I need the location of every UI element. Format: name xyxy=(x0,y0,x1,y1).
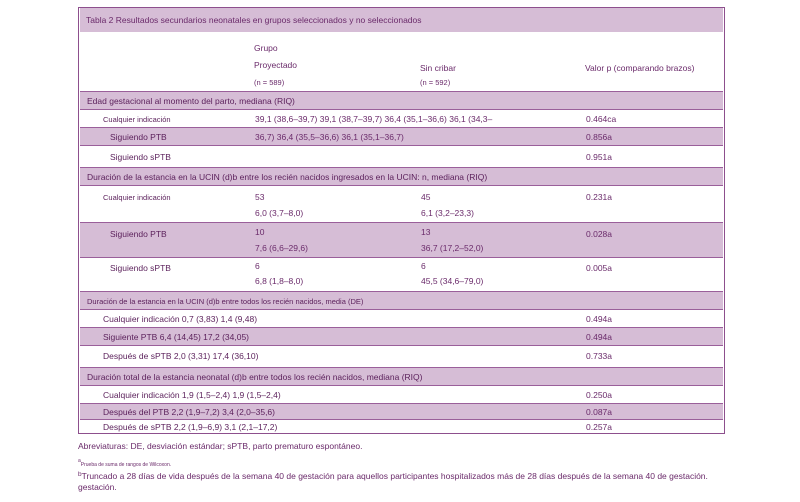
p-value: 0.464ca xyxy=(586,114,617,124)
row-text: Siguiente PTB 6,4 (14,45) 17,2 (34,05) xyxy=(103,332,250,342)
table-row xyxy=(80,222,723,258)
table-row xyxy=(80,185,723,223)
footnote-abbreviations: Abreviaturas: DE, desviación estándar; sPTB, parto prematuro espontáneo. xyxy=(78,441,363,451)
section-title-bar xyxy=(80,167,723,186)
unscreened-median: 36,7 (17,2–52,0) xyxy=(421,243,484,253)
footnote-b-text: Truncado a 28 días de vida después de la semana 40 de gestación para aquellos participantes hospitalizados más de 28 días después de la semana 40 de gestación. xyxy=(81,471,708,481)
unscreened-n: 6 xyxy=(421,261,426,271)
footnote-b-continued: gestación. xyxy=(78,482,117,492)
header-group: Grupo xyxy=(254,43,278,53)
row-text: Cualquier indicación 1,9 (1,5–2,4) 1,9 (1,5–2,4) xyxy=(103,390,281,400)
p-value: 0.231a xyxy=(586,192,612,202)
row-label: Siguiendo PTB xyxy=(110,132,167,142)
table-row xyxy=(80,345,723,368)
row-values: 39,1 (38,6–39,7) 39,1 (38,7–39,7) 36,4 (35,1–36,6) 36,1 (34,3– xyxy=(255,114,493,124)
group-median: 6,8 (1,8–8,0) xyxy=(255,276,304,286)
p-value: 0.951a xyxy=(586,152,612,162)
p-value: 0.494a xyxy=(586,314,612,324)
table-row xyxy=(80,257,723,292)
table-caption: Tabla 2 Resultados secundarios neonatales en grupos seleccionados y no seleccionados xyxy=(86,15,422,25)
table-row xyxy=(80,145,723,168)
table-row xyxy=(80,419,723,434)
section-title-bar xyxy=(80,367,723,386)
footnote-a-mark: a xyxy=(78,458,81,464)
row-label: Cualquier indicación xyxy=(103,193,171,202)
table-row xyxy=(80,127,723,146)
p-value: 0.028a xyxy=(586,229,612,239)
p-value: 0.005a xyxy=(586,263,612,273)
header-group-sub: Proyectado xyxy=(254,60,297,70)
row-text: Después del PTB 2,2 (1,9–7,2) 3,4 (2,0–35,6) xyxy=(103,407,275,417)
p-value: 0.494a xyxy=(586,332,612,342)
section-title: Edad gestacional al momento del parto, mediana (RIQ) xyxy=(87,96,295,106)
footnote-b-mark: b xyxy=(78,471,82,478)
unscreened-median: 45,5 (34,6–79,0) xyxy=(421,276,484,286)
table-row xyxy=(80,309,723,328)
section-title: Duración de la estancia en la UCIN (d)b entre todos los recién nacidos, media (DE) xyxy=(87,297,364,306)
footnote-b xyxy=(78,469,708,482)
p-value: 0.087a xyxy=(586,407,612,417)
group-n: 10 xyxy=(255,227,265,237)
p-value: 0.257a xyxy=(586,422,612,432)
section-title-bar xyxy=(80,291,723,310)
section-title: Duración de la estancia en la UCIN (d)b entre los recién nacidos ingresados en la UCIN: n, mediana (RIQ) xyxy=(87,172,488,182)
row-label: Siguiendo sPTB xyxy=(110,152,171,162)
row-label: Cualquier indicación xyxy=(103,115,171,124)
group-n: 6 xyxy=(255,261,260,271)
unscreened-n: 45 xyxy=(421,192,431,202)
table-caption-bar xyxy=(80,8,723,32)
group-median: 6,0 (3,7–8,0) xyxy=(255,208,304,218)
unscreened-n: 13 xyxy=(421,227,431,237)
table-row xyxy=(80,403,723,420)
p-value: 0.250a xyxy=(586,390,612,400)
results-table xyxy=(78,7,725,434)
table-row xyxy=(80,109,723,128)
table-row xyxy=(80,327,723,346)
header-group-n: (n = 589) xyxy=(254,78,285,87)
p-value: 0.733a xyxy=(586,351,612,361)
row-text: Después de sPTB 2,0 (3,31) 17,4 (36,10) xyxy=(103,351,259,361)
header-unscreened-n: (n = 592) xyxy=(420,78,451,87)
section-title: Duración total de la estancia neonatal (d)b entre todos los recién nacidos, mediana (RIQ) xyxy=(87,372,423,382)
row-label: Siguiendo sPTB xyxy=(110,263,171,273)
unscreened-median: 6,1 (3,2–23,3) xyxy=(421,208,474,218)
group-n: 53 xyxy=(255,192,265,202)
header-unscreened: Sin cribar xyxy=(420,63,456,73)
header-p-value: Valor p (comparando brazos) xyxy=(585,63,695,73)
row-text: Cualquier indicación 0,7 (3,83) 1,4 (9,48) xyxy=(103,314,258,324)
group-median: 7,6 (6,6–29,6) xyxy=(255,243,308,253)
row-values: 36,7) 36,4 (35,5–36,6) 36,1 (35,1–36,7) xyxy=(255,132,404,142)
row-label: Siguiendo PTB xyxy=(110,229,167,239)
section-title-bar xyxy=(80,91,723,110)
p-value: 0.856a xyxy=(586,132,612,142)
table-row xyxy=(80,385,723,404)
row-text: Después de sPTB 2,2 (1,9–6,9) 3,1 (2,1–17,2) xyxy=(103,422,278,432)
footnote-a-text: Prueba de suma de rangos de Wilcoxon. xyxy=(80,462,172,468)
